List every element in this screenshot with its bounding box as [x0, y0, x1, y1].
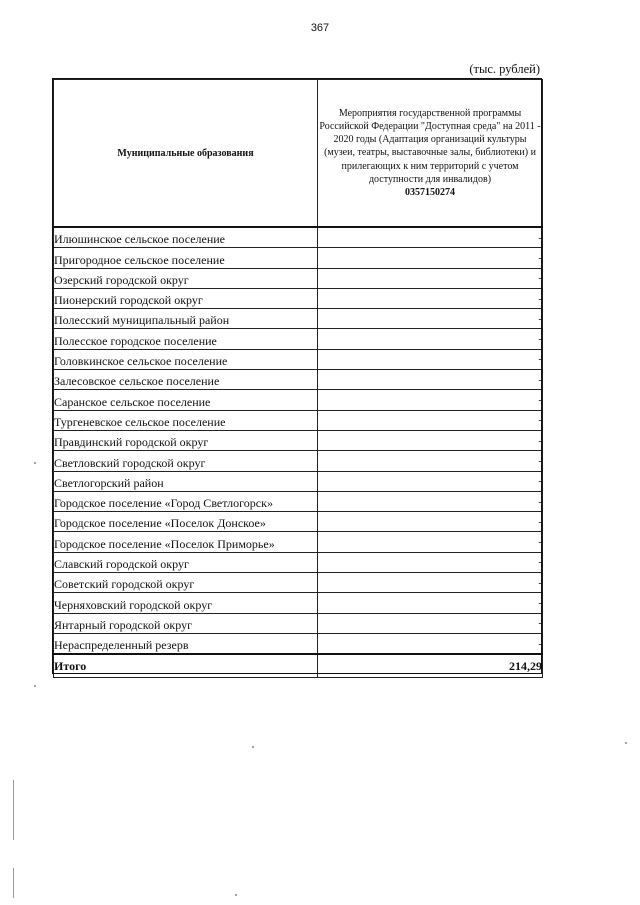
municipality-name: Головкинское сельское поселение	[54, 349, 318, 369]
allocation-value: -	[318, 451, 543, 471]
table-row	[54, 613, 543, 633]
municipality-name: Озерский городской округ	[54, 268, 318, 288]
table-row	[54, 491, 543, 511]
allocation-value: -	[318, 552, 543, 572]
table-row	[54, 573, 543, 593]
allocation-value: -	[318, 430, 543, 450]
allocation-value: -	[318, 288, 543, 308]
municipality-name: Светловский городской округ	[54, 451, 318, 471]
municipality-name: Правдинский городской округ	[54, 430, 318, 450]
scan-speck	[34, 462, 36, 464]
allocation-value: -	[318, 633, 543, 654]
allocation-value: -	[318, 390, 543, 410]
table-header-row	[54, 80, 543, 228]
scan-speck	[34, 685, 36, 687]
municipality-name: Полесское городское поселение	[54, 329, 318, 349]
allocation-value: -	[318, 471, 543, 491]
allocation-value: -	[318, 248, 543, 268]
page-number: 367	[310, 22, 330, 34]
table-row	[54, 268, 543, 288]
table-row	[54, 410, 543, 430]
municipality-name: Славский городской округ	[54, 552, 318, 572]
allocation-value: -	[318, 227, 543, 248]
allocation-value: -	[318, 349, 543, 369]
municipality-name: Черняховский городской округ	[54, 593, 318, 613]
allocation-value: -	[318, 491, 543, 511]
municipality-name: Тургеневское сельское поселение	[54, 410, 318, 430]
column-header-program	[318, 80, 543, 228]
table-row	[54, 390, 543, 410]
allocation-value: -	[318, 410, 543, 430]
allocation-value: -	[318, 613, 543, 633]
allocation-table	[53, 79, 543, 678]
allocation-value: -	[318, 370, 543, 390]
municipality-name: Нераспределенный резерв	[54, 633, 318, 654]
scan-speck	[252, 746, 254, 748]
table-row	[54, 552, 543, 572]
allocation-value: -	[318, 329, 543, 349]
municipality-name: Городское поселение «Поселок Донское»	[54, 512, 318, 532]
allocation-value: -	[318, 309, 543, 329]
total-row	[54, 654, 543, 678]
table-row	[54, 309, 543, 329]
table-row	[54, 451, 543, 471]
allocation-value: -	[318, 268, 543, 288]
allocation-value: -	[318, 573, 543, 593]
municipality-name: Советский городской округ	[54, 573, 318, 593]
municipality-name: Илюшинское сельское поселение	[54, 227, 318, 248]
table-row	[54, 593, 543, 613]
table-row	[54, 430, 543, 450]
scan-speck	[625, 742, 627, 744]
municipality-name: Янтарный городской округ	[54, 613, 318, 633]
allocation-value: -	[318, 532, 543, 552]
municipality-name: Городское поселение «Город Светлогорск»	[54, 491, 318, 511]
program-description: Мероприятия государственной программы Российской Федерации "Доступная среда" на 2011 - 2020 годы (Адаптация организаций культуры (музеи, театры, выставочные залы, библиотеки) и прилегающих к ним территорий с учетом доступности для инвалидов)	[319, 107, 541, 185]
municipality-name: Полесский муниципальный район	[54, 309, 318, 329]
table-row	[54, 248, 543, 268]
units-label: (тыс. рублей)	[469, 62, 540, 76]
total-label: Итого	[54, 654, 318, 678]
table-row	[54, 471, 543, 491]
scan-margin-mark	[13, 868, 14, 898]
municipality-name: Городское поселение «Поселок Приморье»	[54, 532, 318, 552]
table-row	[54, 227, 543, 248]
table-row	[54, 288, 543, 308]
table-row	[54, 349, 543, 369]
program-code: 0357150274	[405, 186, 455, 198]
table-row	[54, 512, 543, 532]
allocation-value: -	[318, 593, 543, 613]
municipality-name: Пионерский городской округ	[54, 288, 318, 308]
table-row	[54, 329, 543, 349]
scan-margin-mark	[13, 780, 14, 840]
allocation-value: -	[318, 512, 543, 532]
table-row	[54, 532, 543, 552]
municipality-name: Саранское сельское поселение	[54, 390, 318, 410]
column-header-municipalities: Муниципальные образования	[54, 80, 318, 228]
table-row	[54, 633, 543, 654]
municipality-name: Пригородное сельское поселение	[54, 248, 318, 268]
municipality-name: Залесовское сельское поселение	[54, 370, 318, 390]
table-row	[54, 370, 543, 390]
total-value: 214,29	[318, 654, 543, 678]
scan-speck	[235, 894, 237, 896]
municipality-name: Светлогорский район	[54, 471, 318, 491]
